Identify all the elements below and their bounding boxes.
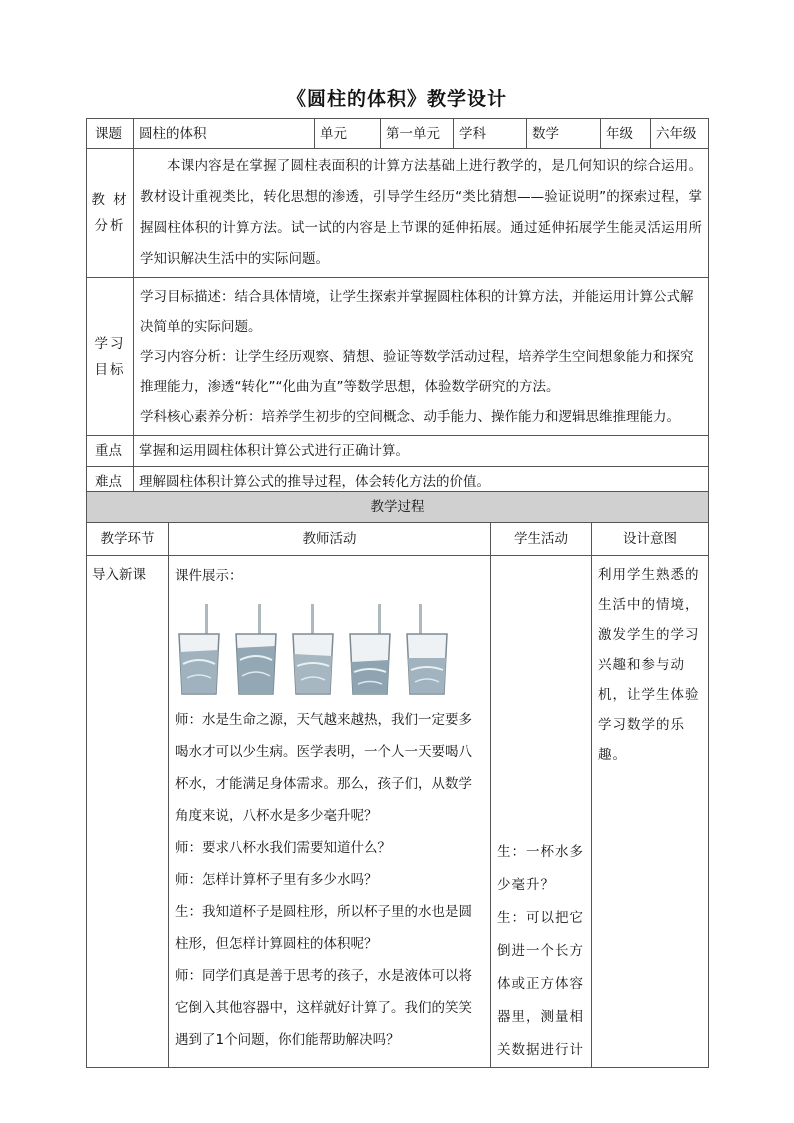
teacher-activity bbox=[169, 556, 491, 1068]
keti-value: 圆柱的体积 bbox=[134, 119, 315, 149]
keti-label: 课题 bbox=[87, 119, 134, 149]
goals-label bbox=[87, 278, 134, 436]
student-line: 生：一杯水多少毫升？ bbox=[497, 844, 584, 893]
difficulty-label: 难点 bbox=[87, 467, 134, 498]
process-table bbox=[86, 491, 709, 1068]
xueke-value: 数学 bbox=[527, 119, 601, 149]
column-header: 学生活动 bbox=[491, 523, 592, 556]
process-header: 教学过程 bbox=[87, 492, 709, 523]
glasses-image bbox=[175, 592, 484, 704]
teacher-line: 师：同学们真是善于思考的孩子，水是液体可以将它倒入其他容器中，这样就好计算了。我们的笑笑遇到了1个问题，你们能帮助解决吗？ bbox=[175, 968, 472, 1048]
key-point-text: 掌握和运用圆柱体积计算公式进行正确计算。 bbox=[134, 436, 709, 467]
goals-label-line2: 目标 bbox=[94, 361, 126, 378]
process-row bbox=[87, 556, 709, 1068]
water-glass-icon bbox=[291, 604, 335, 696]
design-intent: 利用学生熟悉的生活中的情境，激发学生的学习兴趣和参与动机，让学生体验学习数学的乐趣。 bbox=[592, 556, 709, 1068]
student-activity bbox=[491, 556, 592, 1068]
stage-label: 导入新课 bbox=[87, 556, 169, 1068]
teacher-line: 师：要求八杯水我们需要知道什么？ bbox=[175, 840, 391, 856]
material-label bbox=[87, 149, 134, 278]
water-glass-icon bbox=[405, 604, 449, 696]
water-glass-icon bbox=[177, 604, 221, 696]
danyuan-value: 第一单元 bbox=[381, 119, 454, 149]
nianji-value: 六年级 bbox=[651, 119, 709, 149]
goal-item: 学科核心素养分析：培养学生初步的空间概念、动手能力、操作能力和逻辑思维推理能力。 bbox=[140, 408, 680, 425]
difficulty-text: 理解圆柱体积计算公式的推导过程，体会转化方法的价值。 bbox=[134, 467, 709, 498]
goals-text bbox=[134, 278, 709, 436]
student-line: 生：可以把它倒进一个长方体或正方体容器里，测量相关数据进行计 bbox=[497, 910, 584, 1058]
key-point-label: 重点 bbox=[87, 436, 134, 467]
teacher-intro: 课件展示： bbox=[175, 568, 243, 584]
goals-label-line1: 学习 bbox=[94, 335, 126, 352]
teacher-line: 师：怎样计算杯子里有多少水吗？ bbox=[175, 872, 378, 888]
material-row bbox=[87, 149, 709, 278]
column-header: 设计意图 bbox=[592, 523, 709, 556]
danyuan-label: 单元 bbox=[315, 119, 381, 149]
info-table bbox=[86, 118, 709, 498]
teacher-line: 师：水是生命之源，天气越来越热，我们一定要多喝水才可以少生病。医学表明，一个人一天要喝八杯水，才能满足身体需求。那么，孩子们，从数学角度来说，八杯水是多少毫升呢？ bbox=[175, 712, 472, 824]
material-text: 本课内容是在掌握了圆柱表面积的计算方法基础上进行教学的，是几何知识的综合运用。教材设计重视类比，转化思想的渗透，引导学生经历“类比猜想——验证说明”的探索过程，掌握圆柱体积的计算方法。试一试的内容是上节课的延伸拓展。通过延伸拓展学生能灵活运用所学知识解决生活中的实际问题。 bbox=[134, 149, 709, 278]
goal-item: 学习内容分析：让学生经历观察、猜想、验证等数学活动过程，培养学生空间想象能力和探究推理能力，渗透“转化”“化曲为直”等数学思想，体验数学研究的方法。 bbox=[140, 348, 694, 395]
column-header: 教师活动 bbox=[169, 523, 491, 556]
document-title: 《圆柱的体积》教学设计 bbox=[286, 88, 507, 110]
info-row bbox=[87, 119, 709, 149]
xueke-label: 学科 bbox=[454, 119, 527, 149]
material-label-line1: 教 材 bbox=[91, 192, 129, 208]
material-label-line2: 分析 bbox=[94, 218, 126, 234]
teacher-line: 生：我知道杯子是圆柱形，所以杯子里的水也是圆柱形，但怎样计算圆柱的体积呢？ bbox=[175, 904, 472, 952]
goals-row bbox=[87, 278, 709, 436]
water-glass-icon bbox=[234, 604, 278, 696]
process-columns-row bbox=[87, 523, 709, 556]
column-header: 教学环节 bbox=[87, 523, 169, 556]
water-glass-icon bbox=[348, 604, 392, 696]
goal-item: 学习目标描述：结合具体情境，让学生探索并掌握圆柱体积的计算方法，并能运用计算公式解决简单的实际问题。 bbox=[140, 288, 694, 335]
nianji-label: 年级 bbox=[601, 119, 651, 149]
key-point-row bbox=[87, 436, 709, 467]
process-header-row bbox=[87, 492, 709, 523]
